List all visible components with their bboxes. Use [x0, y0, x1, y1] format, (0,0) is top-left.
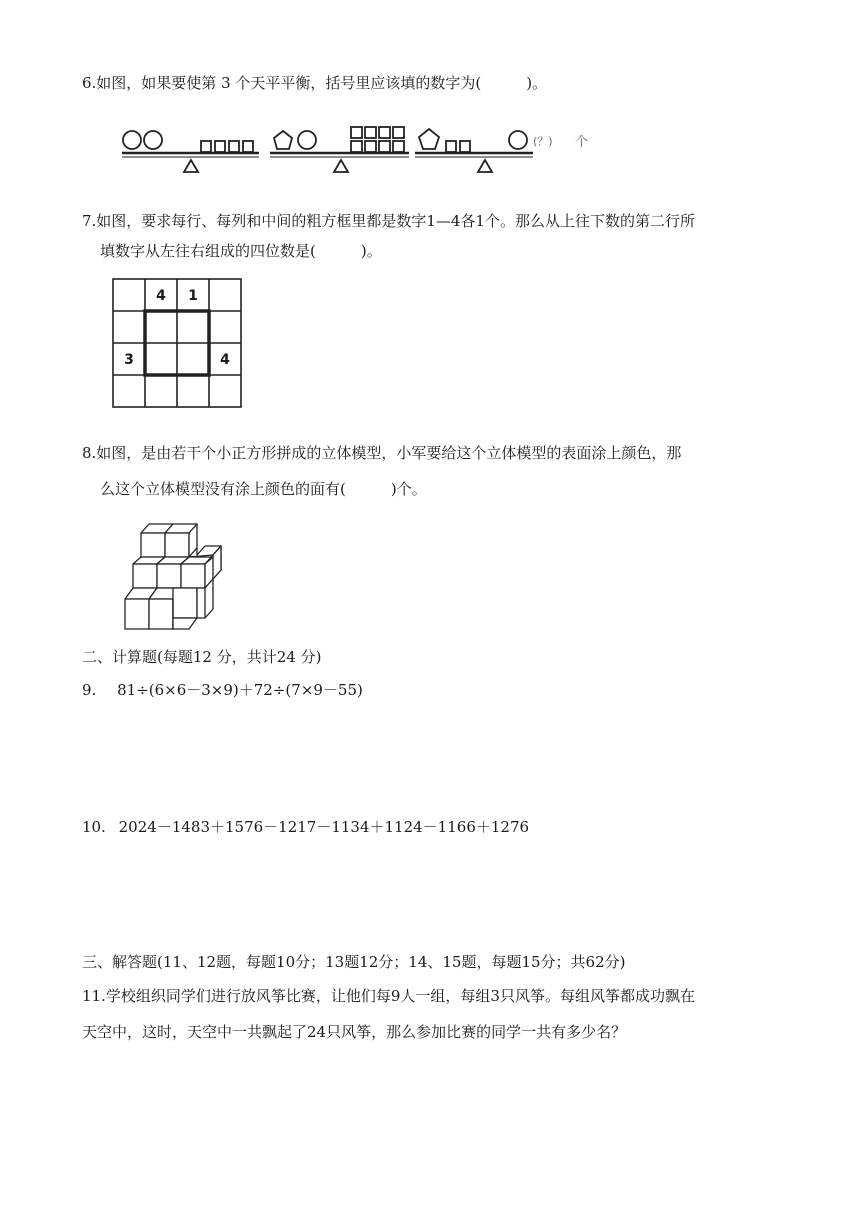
q10	[82, 817, 529, 837]
q7-line-1: 7.如图，要求每行、每列和中间的粗方框里都是数字1—4各1个。那么从上往下数的第二行所	[82, 212, 695, 230]
q7-line-2: 填数字从左往右组成的四位数是( )。	[100, 242, 382, 260]
balance-1	[122, 131, 259, 172]
q9	[82, 680, 363, 700]
grid-cell-r1c2: 4	[156, 288, 166, 304]
grid-cell-r3c1: 3	[124, 352, 134, 368]
unknown-count-label: (？)	[533, 135, 553, 148]
q11-line-1: 11.学校组织同学们进行放风筝比赛，让他们每9人一组，每组3只风筝。每组风筝都成功飘在	[82, 987, 695, 1005]
balance-3	[415, 129, 533, 172]
balance-figure	[115, 120, 605, 176]
grid-cell-r3c4: 4	[220, 352, 230, 368]
balance-2	[270, 127, 409, 172]
q9-number: 9.	[82, 681, 97, 699]
grid-cell-r1c3: 1	[188, 288, 198, 304]
cube-model-figure	[120, 516, 230, 636]
q8-line-2: 么这个立体模型没有涂上颜色的面有( )个。	[100, 480, 427, 498]
section-2-title: 二、计算题(每题12 分，共计24 分)	[82, 648, 322, 666]
q9-expression: 81÷(6×6－3×9)＋72÷(7×9－55)	[117, 681, 363, 699]
section-3-title: 三、解答题(11、12题，每题10分；13题12分；14、15题，每题15分；共62分)	[82, 953, 626, 971]
q6-text: 6.如图，如果要使第 3 个天平平衡，括号里应该填的数字为( )。	[82, 74, 548, 92]
q10-number: 10.	[82, 818, 106, 836]
q8-line-1: 8.如图，是由若干个小正方形拼成的立体模型，小军要给这个立体模型的表面涂上颜色，那	[82, 444, 682, 462]
unit-label: 个	[575, 135, 589, 150]
number-grid	[110, 276, 246, 412]
q11-line-2: 天空中，这时，天空中一共飘起了24只风筝，那么参加比赛的同学一共有多少名？	[82, 1023, 627, 1041]
q10-expression: 2024－1483＋1576－1217－1134＋1124－1166＋1276	[118, 818, 530, 836]
